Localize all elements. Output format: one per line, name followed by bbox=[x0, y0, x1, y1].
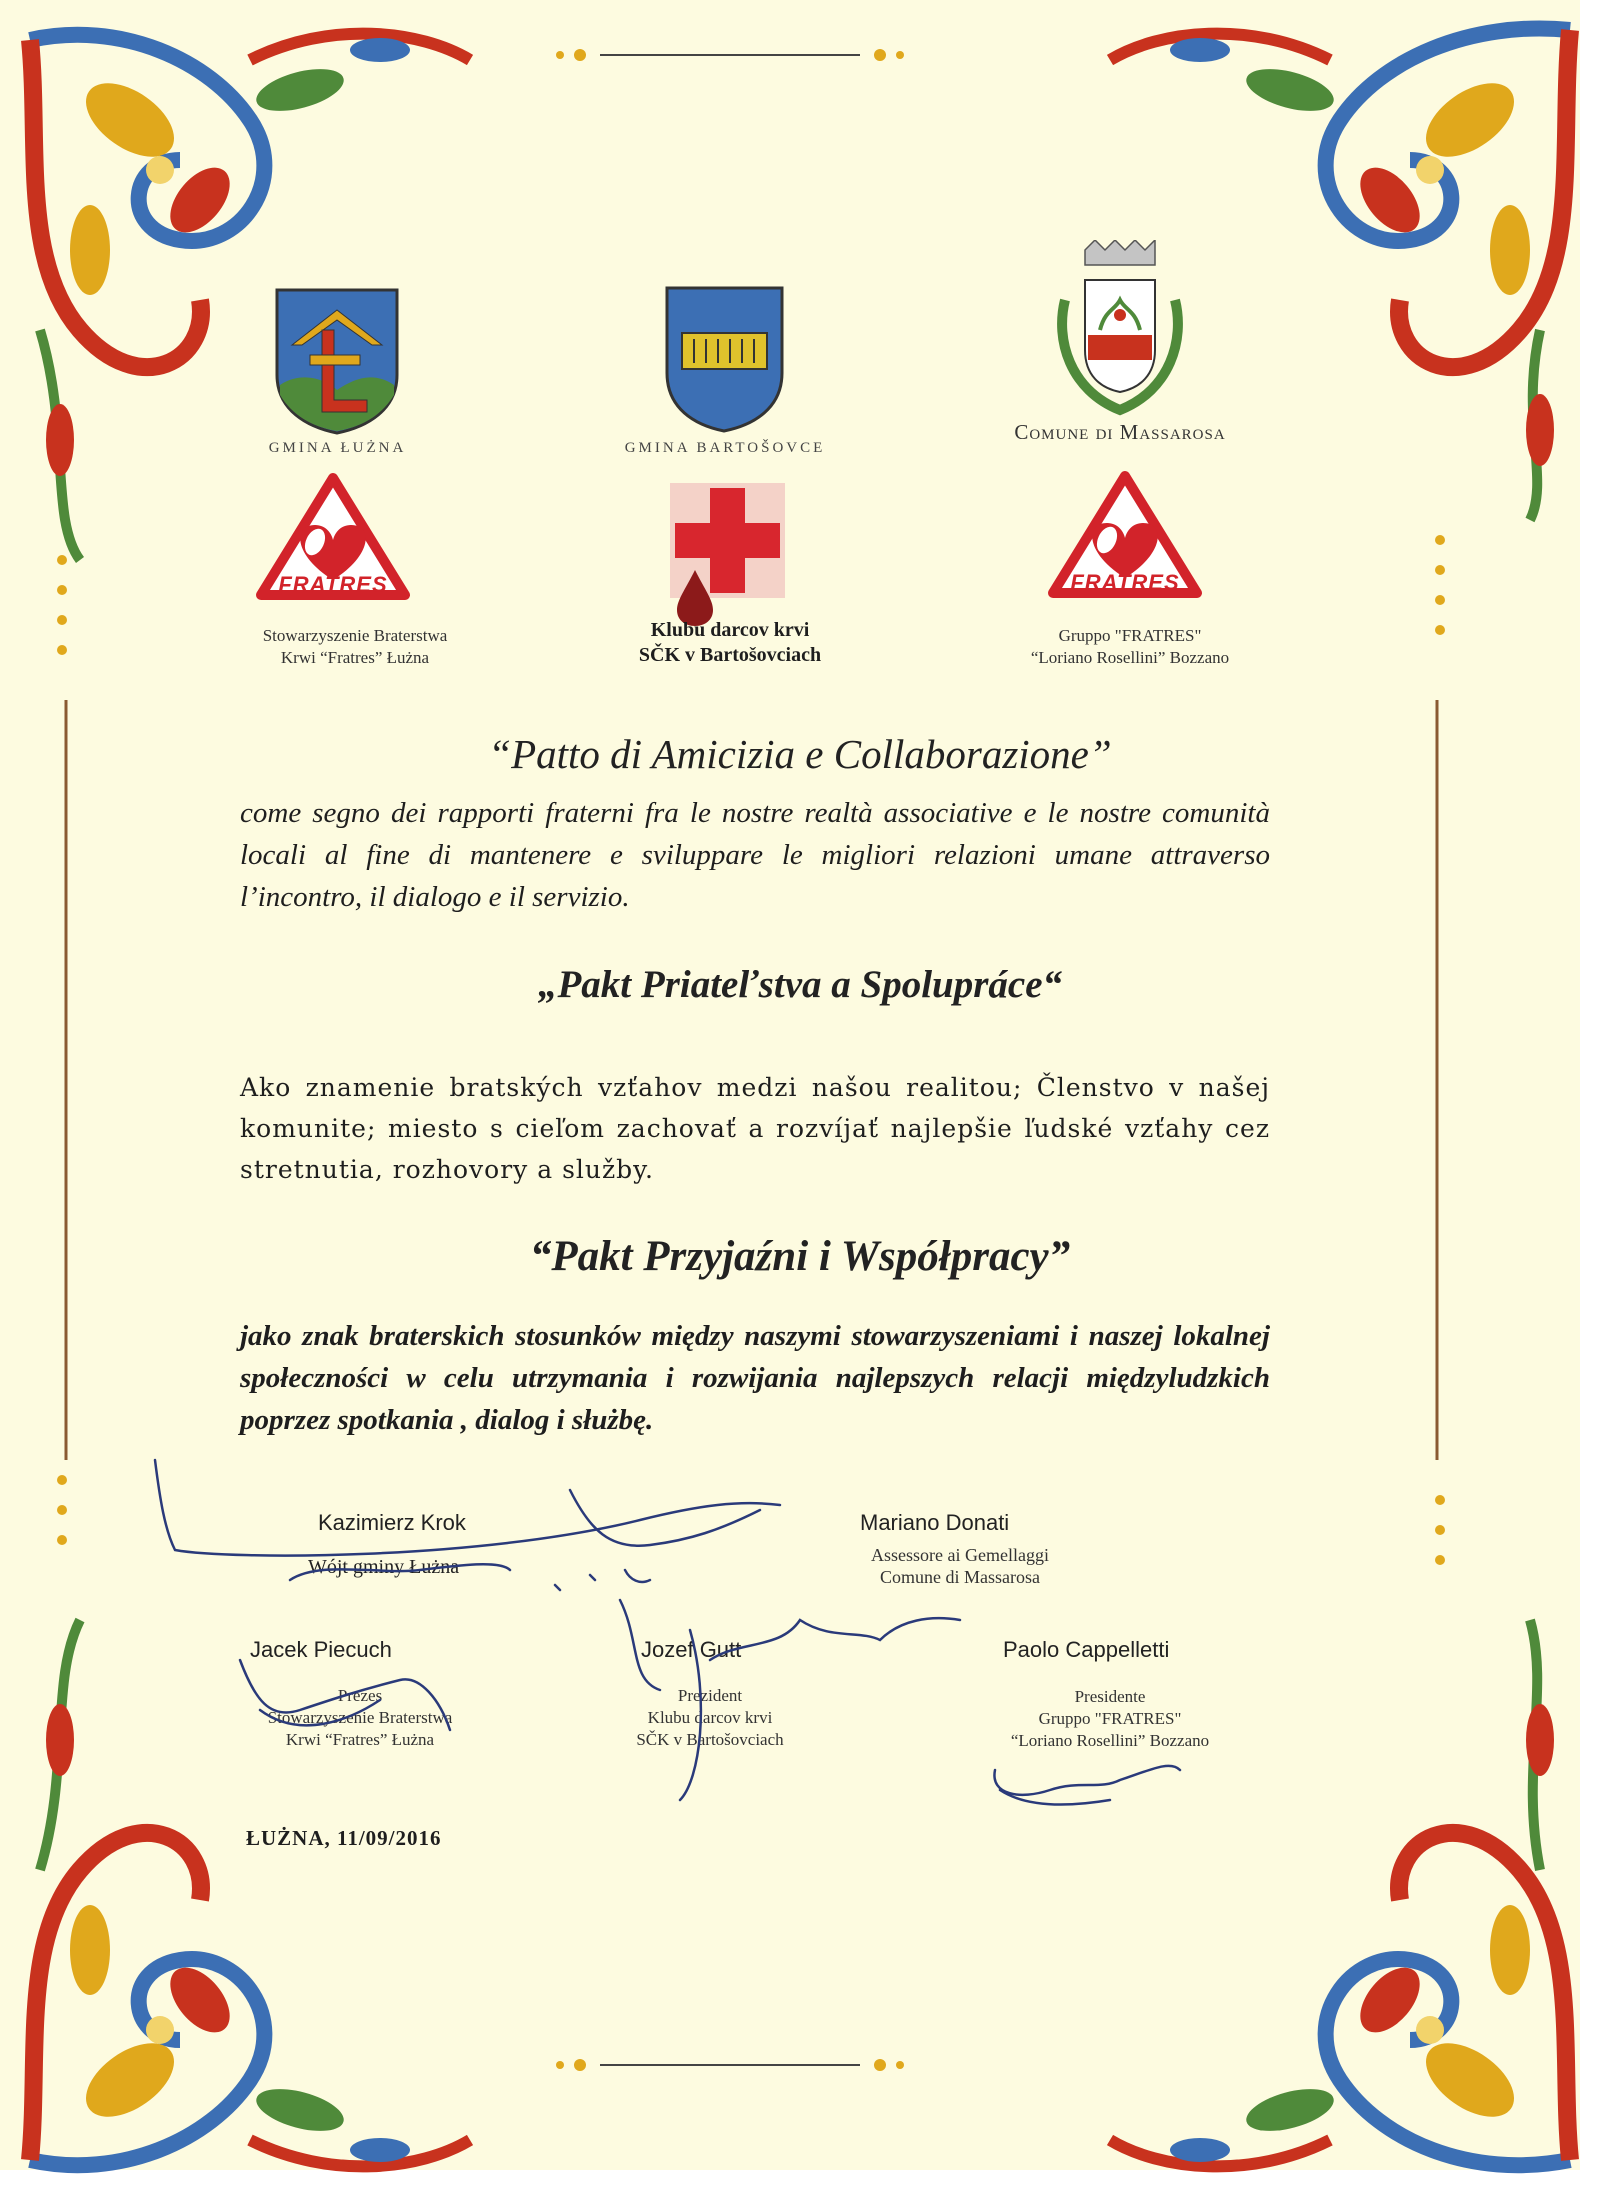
massarosa-coat-of-arms-icon bbox=[1050, 240, 1190, 420]
org-line: Klubu darcov krvi bbox=[650, 619, 810, 641]
polish-text: jako znak braterskich stosunków między naszymi stowarzyszeniami i naszej lokalnej społeczności w celu utrzymania i rozwijania najlepszych relacji międzyludzkich poprzez spotkania , dialog i służbę. bbox=[240, 1320, 1270, 1436]
fratres-right-logo-text: FRATRES bbox=[1070, 570, 1180, 595]
polish-title: “Pakt Przyjaźni i Współpracy” bbox=[529, 1233, 1071, 1280]
signatory-donati-name: Mariano Donati bbox=[860, 1510, 1010, 1535]
role-line: Prezes bbox=[337, 1686, 383, 1705]
signatory-krok-name: Kazimierz Krok bbox=[318, 1510, 466, 1535]
role-line: Comune di Massarosa bbox=[880, 1567, 1040, 1587]
role-line: Gruppo "FRATRES" bbox=[1038, 1709, 1182, 1728]
role-line: Klubu darcov krvi bbox=[647, 1708, 773, 1727]
role-line: “Loriano Rosellini” Bozzano bbox=[1010, 1731, 1210, 1750]
luzna-coat-of-arms-icon bbox=[272, 285, 402, 435]
signatory-donati-role bbox=[820, 1544, 1100, 1588]
bartosovce-coat-of-arms-icon bbox=[662, 283, 787, 433]
fratres-left-logo-text: FRATRES bbox=[278, 572, 388, 597]
slovak-title: „Pakt Priateľstva a Spolupráce“ bbox=[537, 963, 1063, 1006]
role-line: Presidente bbox=[1074, 1687, 1146, 1706]
signatory-cappelletti-role bbox=[960, 1686, 1260, 1752]
org-line: SČK v Bartošovciach bbox=[638, 644, 822, 666]
org-line: Stowarzyszenie Braterstwa bbox=[262, 626, 448, 645]
org-gruppo-fratres bbox=[985, 625, 1275, 669]
role-line: Assessore ai Gemellaggi bbox=[871, 1545, 1049, 1565]
org-klubu-darcov-krvi bbox=[590, 618, 870, 668]
red-cross-blood-drop-icon bbox=[665, 478, 790, 628]
org-line: Krwi “Fratres” Łużna bbox=[280, 648, 430, 667]
signatory-piecuch-name: Jacek Piecuch bbox=[250, 1637, 392, 1662]
signatory-cappelletti-name: Paolo Cappelletti bbox=[1003, 1637, 1170, 1662]
org-line: Gruppo "FRATRES" bbox=[1058, 626, 1202, 645]
signatory-krok-role: Wójt gminy Łużna bbox=[308, 1556, 460, 1578]
org-line: “Loriano Rosellini” Bozzano bbox=[1030, 648, 1230, 667]
role-line: Krwi “Fratres” Łużna bbox=[285, 1730, 435, 1749]
org-fratres-luzna bbox=[215, 625, 495, 669]
italian-text: come segno dei rapporti fraterni fra le nostre realtà associative e le nostre comunità locali al fine di mantenere e sviluppare le migliori relazioni umane attraverso l’incontro, il dialogo e il servizio. bbox=[240, 797, 1270, 913]
place-and-date: ŁUŻNA, 11/09/2016 bbox=[246, 1826, 442, 1850]
slovak-text: Ako znamenie bratských vzťahov medzi našou realitou; Členstvo v našej komunite; miesto s cieľom zachovať a rozvíjať najlepšie ľudské vzťahy cez stretnutia, rozhovory a služby. bbox=[240, 1073, 1270, 1184]
signatory-gutt-role bbox=[590, 1685, 830, 1751]
signatory-gutt-name: Jozef Gutt bbox=[641, 1637, 742, 1662]
bartosovce-emblem-caption: GMINA BARTOŠOVCE bbox=[624, 440, 826, 456]
luzna-emblem-caption: GMINA ŁUŻNA bbox=[268, 440, 407, 456]
massarosa-emblem-caption: Comune di Massarosa bbox=[1014, 420, 1226, 444]
role-line: Stowarzyszenie Braterstwa bbox=[267, 1708, 453, 1727]
role-line: SČK v Bartošovciach bbox=[636, 1730, 784, 1749]
italian-title: “Patto di Amicizia e Collaborazione” bbox=[488, 731, 1112, 777]
role-line: Prezident bbox=[677, 1686, 743, 1705]
signatory-piecuch-role bbox=[225, 1685, 495, 1751]
